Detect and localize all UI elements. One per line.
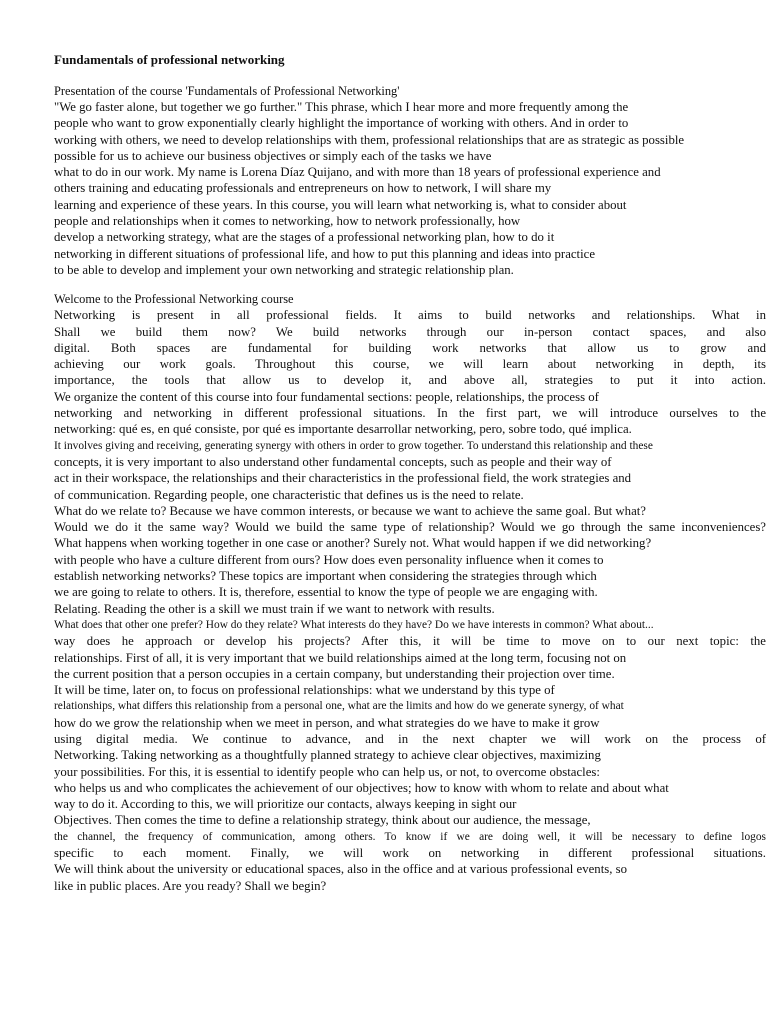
paragraph-line: with people who have a culture different from ours? How does even personality influence when it comes to xyxy=(54,552,604,567)
paragraph-line: way does he approach or develop his projects? After this, it will be time to move on to our next topic: the xyxy=(54,634,766,649)
paragraph-line: achieving our work goals. Throughout this course, we will learn about networking in depth, its xyxy=(54,357,766,372)
paragraph-line: Networking is present in all professional fields. It aims to build networks and relationships. What in xyxy=(54,308,766,323)
paragraph-line: What do we relate to? Because we have common interests, or because we want to achieve the same goal. But what? xyxy=(54,503,646,518)
paragraph-line: relationships, what differs this relationship from a personal one, what are the limits and how do we generate synergy, of what xyxy=(54,700,624,713)
section-presentation-body xyxy=(54,99,766,278)
paragraph-line: of communication. Regarding people, one characteristic that defines us is the need to relate. xyxy=(54,487,524,502)
paragraph-line: learning and experience of these years. In this course, you will learn what networking is, what to consider about xyxy=(54,197,627,212)
paragraph-line: the current position that a person occupies in a certain company, but understanding their projection over time. xyxy=(54,666,615,681)
paragraph-line: working with others, we need to develop relationships with them, professional relationships that are as strategic as possible xyxy=(54,132,685,147)
paragraph-line: who helps us and who complicates the achievement of our objectives; how to know with whom to relate and about what xyxy=(54,780,669,795)
paragraph-line: people and relationships when it comes to networking, how to network professionally, how xyxy=(54,214,521,229)
paragraph-line: Relating. Reading the other is a skill we must train if we want to network with results. xyxy=(54,601,495,616)
paragraph-line: to be able to develop and implement your own networking and strategic relationship plan. xyxy=(54,262,514,277)
paragraph-line: possible for us to achieve our business objectives or simply each of the tasks we have xyxy=(54,148,492,163)
document-title: Fundamentals of professional networking xyxy=(54,52,285,67)
paragraph-line: using digital media. We continue to advance, and in the next chapter we will work on the process of xyxy=(54,731,766,746)
paragraph-line: others training and educating professionals and entrepreneurs on how to network, I will share my xyxy=(54,181,552,196)
paragraph-line: we are going to relate to others. It is, therefore, essential to know the type of people we are engaging with. xyxy=(54,585,598,600)
paragraph-line: relationships. First of all, it is very important that we build relationships aimed at the long term, focusing not on xyxy=(54,650,627,665)
spacer xyxy=(54,68,766,84)
paragraph-line: What does that other one prefer? How do they relate? What interests do they have? Do we have interests in common? What about... xyxy=(54,618,654,631)
paragraph-line: Networking. Taking networking as a thoughtfully planned strategy to achieve clear objectives, maximizing xyxy=(54,748,601,763)
paragraph-line: It involves giving and receiving, generating synergy with others in order to grow together. To understand this relationship and these xyxy=(54,439,653,452)
paragraph-line: It will be time, later on, to focus on professional relationships: what we understand by this type of xyxy=(54,683,555,698)
section-welcome-body xyxy=(54,307,766,894)
paragraph-line: networking: qué es, en qué consiste, por qué es importante desarrollar networking, pero, sobre todo, qué implica. xyxy=(54,422,632,437)
paragraph-line: networking and networking in different professional situations. In the first part, we will introduce ourselves to the xyxy=(54,406,766,421)
paragraph-line: importance, the tools that allow us to develop it, and above all, strategies to put it into action. xyxy=(54,373,766,388)
paragraph-line: We will think about the university or educational spaces, also in the office and at various professional events, so xyxy=(54,862,628,877)
paragraph-line: the channel, the frequency of communication, among others. To know if we are doing well, it will be necessary to define logos xyxy=(54,830,766,843)
paragraph-line: specific to each moment. Finally, we will work on networking in different professional situations. xyxy=(54,846,766,861)
paragraph-line: people who want to grow exponentially clearly highlight the importance of working with others. And in order to xyxy=(54,116,629,131)
paragraph-line: "We go faster alone, but together we go further." This phrase, which I hear more and more frequently among the xyxy=(54,100,629,114)
spacer xyxy=(54,278,766,292)
paragraph-line: develop a networking strategy, what are the stages of a professional networking plan, how to do it xyxy=(54,230,555,245)
paragraph-line: Would we do it the same way? Would we build the same type of relationship? Would we go through the same inconveniences? xyxy=(54,520,766,535)
section-heading-welcome: Welcome to the Professional Networking course xyxy=(54,292,294,307)
paragraph-line: act in their workspace, the relationships and their characteristics in the professional field, the work strategies and xyxy=(54,471,632,486)
paragraph-line: what to do in our work. My name is Lorena Díaz Quijano, and with more than 18 years of professional experience and xyxy=(54,165,661,180)
paragraph-line: networking in different situations of professional life, and how to put this planning and ideas into practice xyxy=(54,246,596,261)
paragraph-line: Shall we build them now? We build networks through our in-person contact spaces, and also xyxy=(54,324,766,339)
paragraph-line: establish networking networks? These topics are important when considering the strategies through which xyxy=(54,569,597,584)
paragraph-line: digital. Both spaces are fundamental for building work networks that allow us to grow and xyxy=(54,340,766,355)
paragraph-line: Objectives. Then comes the time to define a relationship strategy, think about our audience, the message, xyxy=(54,813,591,828)
paragraph-line: like in public places. Are you ready? Shall we begin? xyxy=(54,878,327,893)
paragraph-line: What happens when working together in one case or another? Surely not. What would happen if we did networking? xyxy=(54,536,652,551)
paragraph-line: how do we grow the relationship when we meet in person, and what strategies do we have to make it grow xyxy=(54,715,600,730)
paragraph-line: way to do it. According to this, we will prioritize our contacts, always keeping in sight our xyxy=(54,797,517,812)
document-page xyxy=(54,52,766,894)
paragraph-line: concepts, it is very important to also understand other fundamental concepts, such as people and their way of xyxy=(54,454,612,469)
paragraph-line: We organize the content of this course into four fundamental sections: people, relationships, the process of xyxy=(54,389,599,404)
section-heading-presentation: Presentation of the course 'Fundamentals of Professional Networking' xyxy=(54,84,400,98)
paragraph-line: your possibilities. For this, it is essential to identify people who can help us, or not, to overcome obstacles: xyxy=(54,764,600,779)
